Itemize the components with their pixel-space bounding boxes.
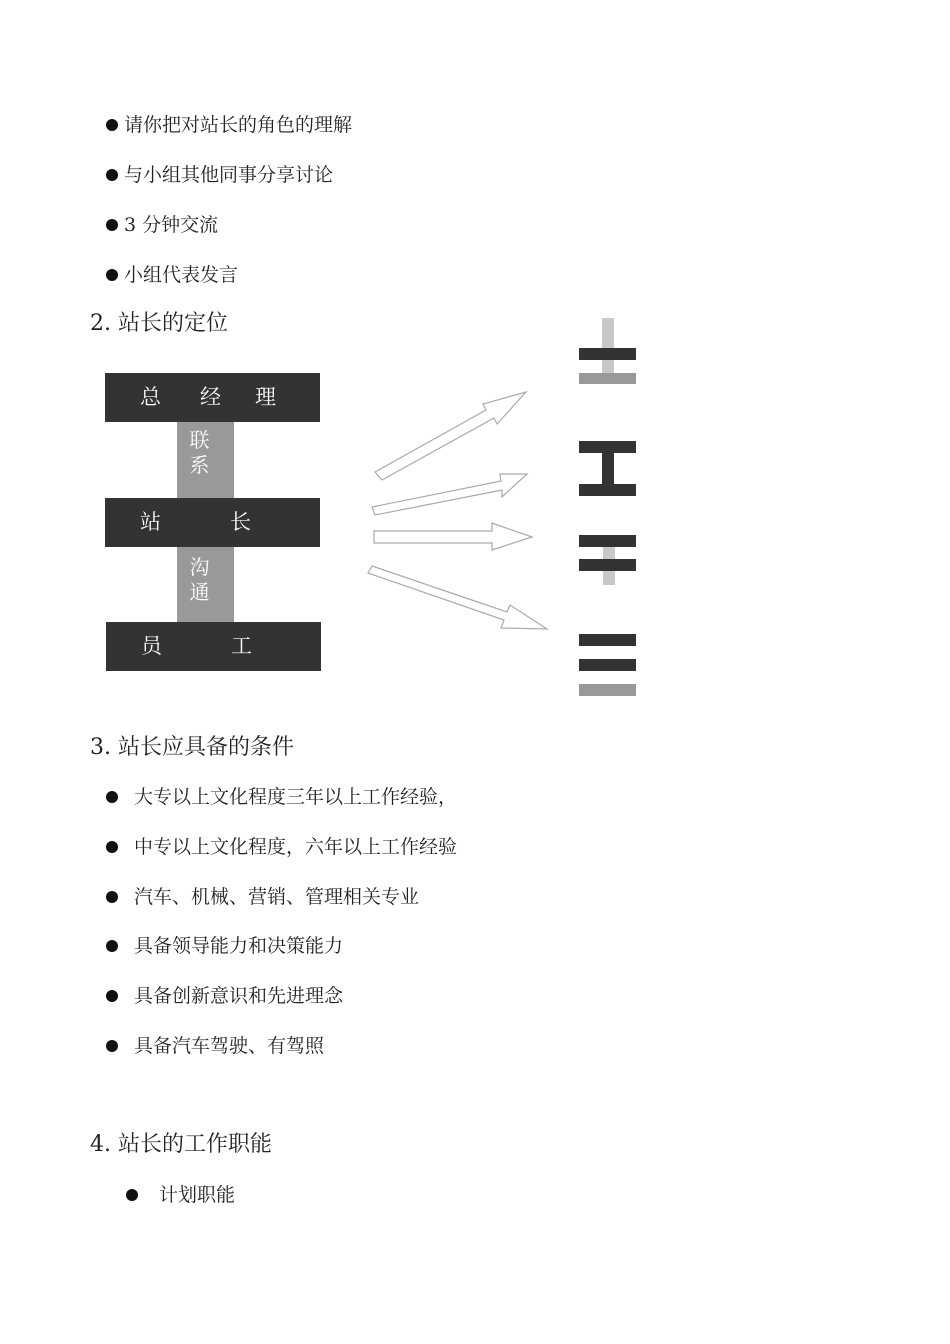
symbol-2-top-bar (579, 441, 636, 453)
symbol-1-dark-bar (579, 348, 636, 360)
section-3-heading: 3. 站长应具备的条件 (90, 735, 294, 760)
arrow-down-right-icon (368, 566, 547, 629)
top-box-char: 经 (200, 385, 221, 409)
qualification-text: 中专以上文化程度，六年以上工作经验 (134, 836, 458, 858)
qualification-item (106, 835, 457, 859)
bullet-dot (106, 940, 118, 952)
bottom-box-char: 员 (141, 634, 162, 658)
connector-char: 通 (189, 580, 210, 604)
intro-bullet-text: 3 分钟交流 (124, 214, 219, 236)
bullet-dot (106, 791, 118, 803)
qualification-text: 具备汽车驾驶、有驾照 (134, 1035, 325, 1057)
bullet-dot (106, 841, 118, 853)
qualification-text: 汽车、机械、营销、管理相关专业 (134, 886, 420, 908)
qualification-item (106, 885, 419, 909)
bullet-dot (106, 990, 118, 1002)
connector-char: 系 (189, 453, 210, 477)
bullet-dot (106, 169, 118, 181)
symbol-2-bottom-bar (579, 484, 636, 496)
qualification-item (106, 984, 343, 1008)
middle-box-char: 长 (230, 510, 251, 534)
middle-box-station-manager (105, 498, 320, 547)
lower-connector-communication (177, 547, 234, 622)
arrow-slight-up-icon (372, 474, 527, 515)
arrows-graphic (360, 380, 560, 640)
qualification-item (106, 785, 457, 809)
bottom-box-char: 工 (231, 634, 252, 658)
qualification-item (106, 934, 343, 958)
qualification-item (106, 1034, 324, 1058)
qualification-text: 具备创新意识和先进理念 (134, 985, 344, 1007)
top-box-char: 总 (140, 385, 161, 409)
function-item (126, 1183, 235, 1207)
intro-bullet-text: 与小组其他同事分享讨论 (124, 164, 334, 186)
arrow-upper-right-icon (375, 392, 526, 480)
intro-bullet (106, 113, 352, 137)
section-4-heading: 4. 站长的工作职能 (90, 1132, 272, 1157)
symbol-1-grey-bar (579, 373, 636, 384)
intro-bullet (106, 213, 218, 237)
intro-bullet-text: 小组代表发言 (124, 264, 239, 286)
bullet-dot (126, 1189, 138, 1201)
symbol-3-bottom-bar (579, 559, 636, 571)
upper-connector-liaison (177, 422, 234, 498)
middle-box-char: 站 (140, 510, 161, 534)
intro-bullet (106, 163, 333, 187)
symbol-4-top-bar (579, 634, 636, 646)
intro-bullet (106, 263, 238, 287)
function-text: 计划职能 (159, 1184, 236, 1206)
bottom-box-staff (106, 622, 321, 671)
bullet-dot (106, 891, 118, 903)
top-box-char: 理 (255, 385, 276, 409)
bullet-dot (106, 219, 118, 231)
intro-bullet-text: 请你把对站长的角色的理解 (124, 114, 353, 136)
symbol-4-middle-bar (579, 659, 636, 671)
connector-char: 联 (189, 428, 210, 452)
qualification-text: 大专以上文化程度三年以上工作经验， (134, 786, 458, 808)
connector-char: 沟 (189, 555, 210, 579)
bullet-dot (106, 1040, 118, 1052)
bullet-dot (106, 269, 118, 281)
symbol-3-top-bar (579, 535, 636, 547)
bullet-dot (106, 119, 118, 131)
arrow-right-icon (374, 523, 532, 550)
qualification-text: 具备领导能力和决策能力 (134, 935, 344, 957)
section-2-heading: 2. 站长的定位 (90, 311, 228, 336)
top-box-general-manager (105, 373, 320, 422)
symbol-4-bottom-bar (579, 684, 636, 696)
